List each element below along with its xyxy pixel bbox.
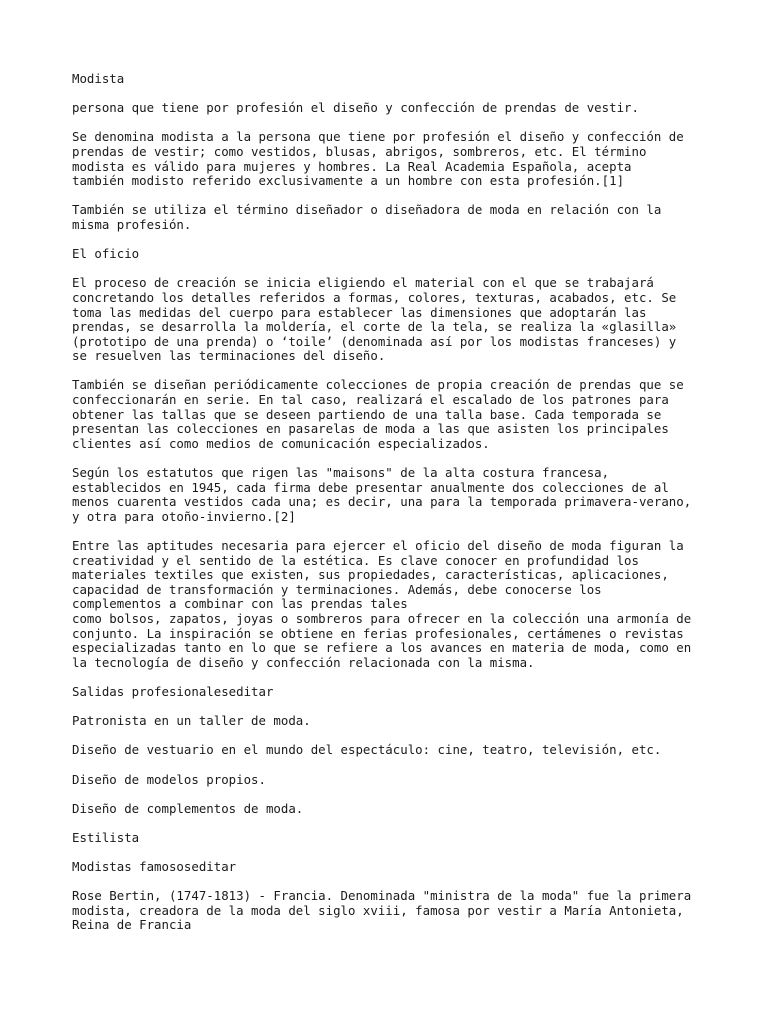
document-title: Modista: [72, 71, 125, 86]
list-item: Diseño de modelos propios.: [72, 771, 266, 787]
body-paragraph: El proceso de creación se inicia eligiendo el material con el que se trabajará concretando los detalles referidos a formas, colores, texturas, acabados, etc. Se toma las medidas del cuerpo para establecer las dimensiones que adoptarán las prendas, se desarrolla la moldería, el corte de la tela, se realiza la «glasilla» (prototipo de una prenda) o ‘toile’ (denominada así por los modistas franceses) y se resuelven las terminaciones del diseño.: [72, 275, 677, 364]
body-paragraph: Entre las aptitudes necesaria para ejercer el oficio del diseño de moda figuran la creatividad y el sentido de la estética. Es clave conocer en profundidad los materiales textiles que existen, sus propiedades, características, aplicaciones, capacidad de transformación y terminaciones. Además, debe conocerse los complementos a combinar con las prendas tales como bolsos, zapatos, joyas o sombreros para ofrecer en la colección una armonía de conjunto. La inspiración se obtiene en ferias profesionales, certámenes o revistas especializadas tanto en lo que se refiere a los avances en materia de moda, como en la tecnología de diseño y confección relacionada con la misma.: [72, 538, 692, 670]
list-item: Diseño de complementos de moda.: [72, 800, 304, 816]
document-page: [72, 72, 702, 948]
list-item: Estilista: [72, 829, 140, 845]
definition-paragraph: persona que tiene por profesión el diseño y confección de prendas de vestir.: [72, 100, 639, 116]
section-heading-el-oficio: El oficio: [72, 246, 140, 262]
body-paragraph: Rose Bertin, (1747-1813) - Francia. Denominada "ministra de la moda" fue la primera modista, creadora de la moda del siglo xviii, famosa por vestir a María Antonieta, Reina de Francia: [72, 888, 692, 933]
section-heading-salidas-profesionales: Salidas profesionaleseditar: [72, 683, 274, 699]
body-paragraph: También se utiliza el término diseñador o diseñadora de moda en relación con la misma profesión.: [72, 202, 662, 232]
body-paragraph: Según los estatutos que rigen las "maisons" de la alta costura francesa, establecidos en 1945, cada firma debe presentar anualmente dos colecciones de al menos cuarenta vestidos cada una; es decir, una para la temporada primavera-verano, y otra para otoño-invierno.[2]: [72, 465, 692, 524]
section-heading-modistas-famosos: Modistas famososeditar: [72, 859, 237, 875]
list-item: Diseño de vestuario en el mundo del espectáculo: cine, teatro, televisión, etc.: [72, 742, 662, 758]
body-paragraph: Se denomina modista a la persona que tiene por profesión el diseño y confección de prendas de vestir; como vestidos, blusas, abrigos, sombreros, etc. El término modista es válido para mujeres y hombres. La Real Academia Española, acepta también modisto referido exclusivamente a un hombre con esta profesión.[1]: [72, 129, 684, 189]
list-item: Patronista en un taller de moda.: [72, 713, 311, 729]
body-paragraph: También se diseñan periódicamente colecciones de propia creación de prendas que se confeccionarán en serie. En tal caso, realizará el escalado de los patrones para obtener las tallas que se deseen partiendo de una talla base. Cada temporada se presentan las colecciones en pasarelas de moda a las que asisten los principales clientes así como medios de comunicación especializados.: [72, 377, 684, 451]
